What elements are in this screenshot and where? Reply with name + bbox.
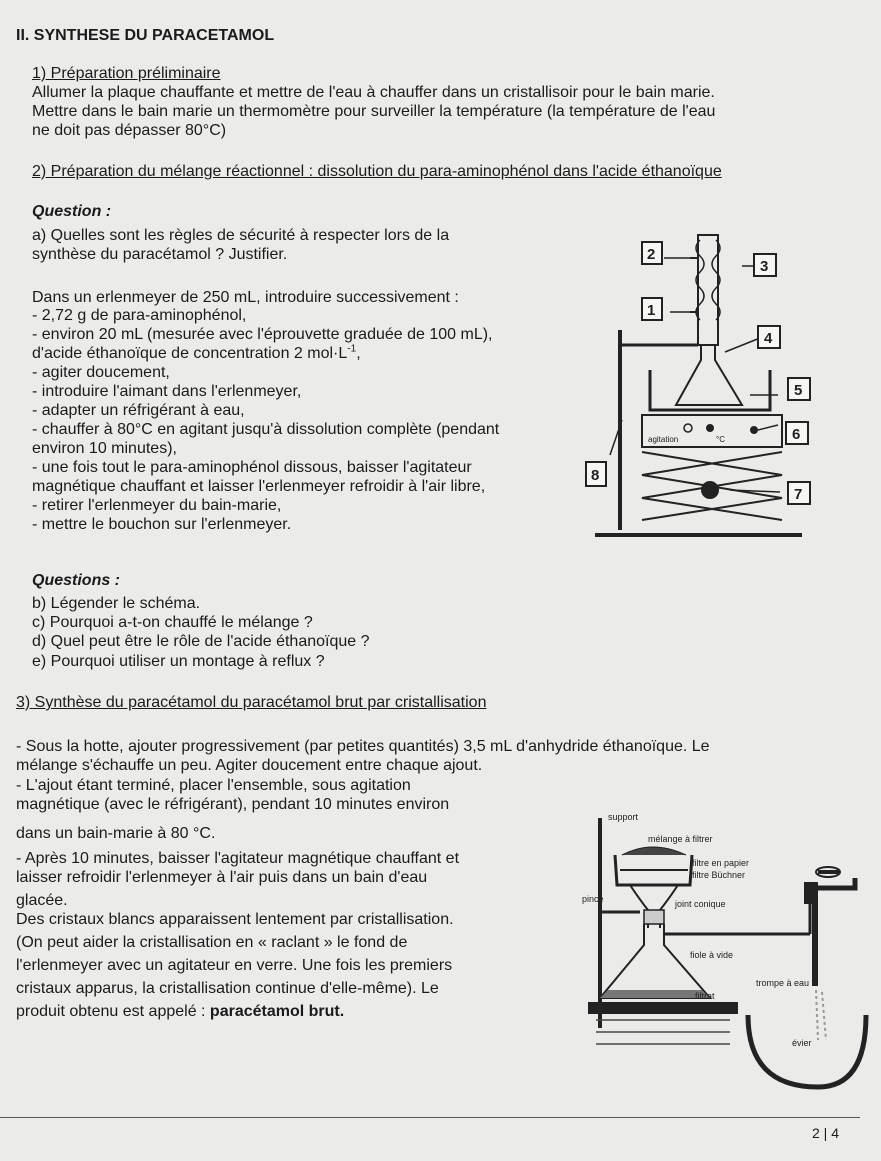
part1-heading: 1) Préparation préliminaire xyxy=(32,65,221,82)
step-line: - 2,72 g de para-aminophénol, xyxy=(32,307,247,324)
footer-rule xyxy=(0,1117,860,1118)
label-filtrat: filtrat xyxy=(695,991,715,1001)
label-pince: pince xyxy=(582,894,604,904)
step-line: magnétique chauffant et laisser l'erlenmeyer refroidir à l'air libre, xyxy=(32,478,486,495)
part3-line: - Sous la hotte, ajouter progressivement (par petites quantités) 3,5 mL d'anhydride éthanoïque. Le xyxy=(16,738,710,755)
label-fiole: fiole à vide xyxy=(690,950,734,960)
part3-line: cristaux apparus, la cristallisation continue d'elle-même). Le xyxy=(16,980,439,997)
figure-label-8: 8 xyxy=(591,467,600,484)
figure-label-6: 6 xyxy=(792,426,801,443)
label-melange: mélange à filtrer xyxy=(648,834,713,844)
step-line: - retirer l'erlenmeyer du bain-marie, xyxy=(32,497,282,514)
step-line: - une fois tout le para-aminophénol dissous, baisser l'agitateur xyxy=(32,459,472,476)
question-item: b) Légender le schéma. xyxy=(32,595,201,612)
label-filtre: filtre en papier xyxy=(692,858,750,868)
label-support: support xyxy=(608,812,639,822)
step-line: - agiter doucement, xyxy=(32,364,170,381)
figure-label-4: 4 xyxy=(764,330,773,347)
question-item: c) Pourquoi a-t-on chauffé le mélange ? xyxy=(32,614,313,631)
figure-label-1: 1 xyxy=(647,302,656,319)
filtration-setup-figure xyxy=(560,810,878,1100)
part3-line: Des cristaux blancs apparaissent lentement par cristallisation. xyxy=(16,911,454,928)
question-a-line: a) Quelles sont les règles de sécurité à respecter lors de la xyxy=(32,227,450,244)
step-line-unit: d'acide éthanoïque de concentration 2 $mol\cdot L^{-1}$, xyxy=(32,343,361,362)
label-evier: évier xyxy=(792,1038,812,1048)
part3-line: l'erlenmeyer avec un agitateur en verre. Une fois les premiers xyxy=(16,957,453,974)
label-buchner: filtre Büchner xyxy=(692,870,746,880)
step-line: - mettre le bouchon sur l'erlenmeyer. xyxy=(32,516,292,533)
device-text-agitation: agitation xyxy=(648,435,679,444)
product-name: paracétamol brut. xyxy=(209,1003,345,1020)
part3-line: - Après 10 minutes, baisser l'agitateur magnétique chauffant et xyxy=(16,850,460,867)
step-line: environ 10 minutes), xyxy=(32,440,177,457)
part1-line: ne doit pas dépasser 80°C) xyxy=(32,122,227,139)
figure-label-2: 2 xyxy=(647,246,656,263)
question-item: d) Quel peut être le rôle de l'acide éthanoïque ? xyxy=(32,633,370,650)
step-line: - introduire l'aimant dans l'erlenmeyer, xyxy=(32,383,302,400)
label-joint: joint conique xyxy=(675,899,726,909)
part3-line: mélange s'échauffe un peu. Agiter doucement entre chaque ajout. xyxy=(16,757,483,774)
section-title: II. SYNTHESE DU PARACETAMOL xyxy=(16,27,275,44)
part3-heading: 3) Synthèse du paracétamol du paracétamol brut par cristallisation xyxy=(16,694,487,711)
part1-line: Mettre dans le bain marie un thermomètre pour surveiller la température (la température de l'eau xyxy=(32,103,716,120)
label-trompe: trompe à eau xyxy=(756,978,810,988)
reflux-setup-figure xyxy=(580,210,830,555)
question-label: Question : xyxy=(32,203,112,220)
question-item: e) Pourquoi utiliser un montage à reflux ? xyxy=(32,653,325,670)
page-number: 2 | 4 xyxy=(812,1125,839,1141)
step-line: - adapter un réfrigérant à eau, xyxy=(32,402,245,419)
part2-heading: 2) Préparation du mélange réactionnel : dissolution du para-aminophénol dans l'acide éthanoïque xyxy=(32,163,722,180)
figure-label-5: 5 xyxy=(794,382,803,399)
device-text-degrees: °C xyxy=(716,435,725,444)
step-line: - environ 20 mL (mesurée avec l'éprouvette graduée de 100 mL), xyxy=(32,326,493,343)
step-line: - chauffer à 80°C en agitant jusqu'à dissolution complète (pendant xyxy=(32,421,500,438)
part3-line: magnétique (avec le réfrigérant), pendant 10 minutes environ xyxy=(16,796,450,813)
figure-label-3: 3 xyxy=(760,258,769,275)
part1-line: Allumer la plaque chauffante et mettre de l'eau à chauffer dans un cristallisoir pour le bain marie. xyxy=(32,84,715,101)
figure-label-7: 7 xyxy=(794,486,803,503)
question-a-line: synthèse du paracétamol ? Justifier. xyxy=(32,246,288,263)
questions-label: Questions : xyxy=(32,572,121,589)
part3-line: laisser refroidir l'erlenmeyer à l'air puis dans un bain d'eau xyxy=(16,869,428,886)
part3-last-line: produit obtenu est appelé : paracétamol brut. xyxy=(16,1003,345,1020)
part3-line: glacée. xyxy=(16,892,68,909)
part3-line: dans un bain-marie à 80 °C. xyxy=(16,825,216,842)
part3-line: - L'ajout étant terminé, placer l'ensemble, sous agitation xyxy=(16,777,411,794)
part3-line: (On peut aider la cristallisation en « raclant » le fond de xyxy=(16,934,408,951)
unit-exponent: -1 xyxy=(347,343,357,355)
step-line: Dans un erlenmeyer de 250 mL, introduire successivement : xyxy=(32,289,459,306)
